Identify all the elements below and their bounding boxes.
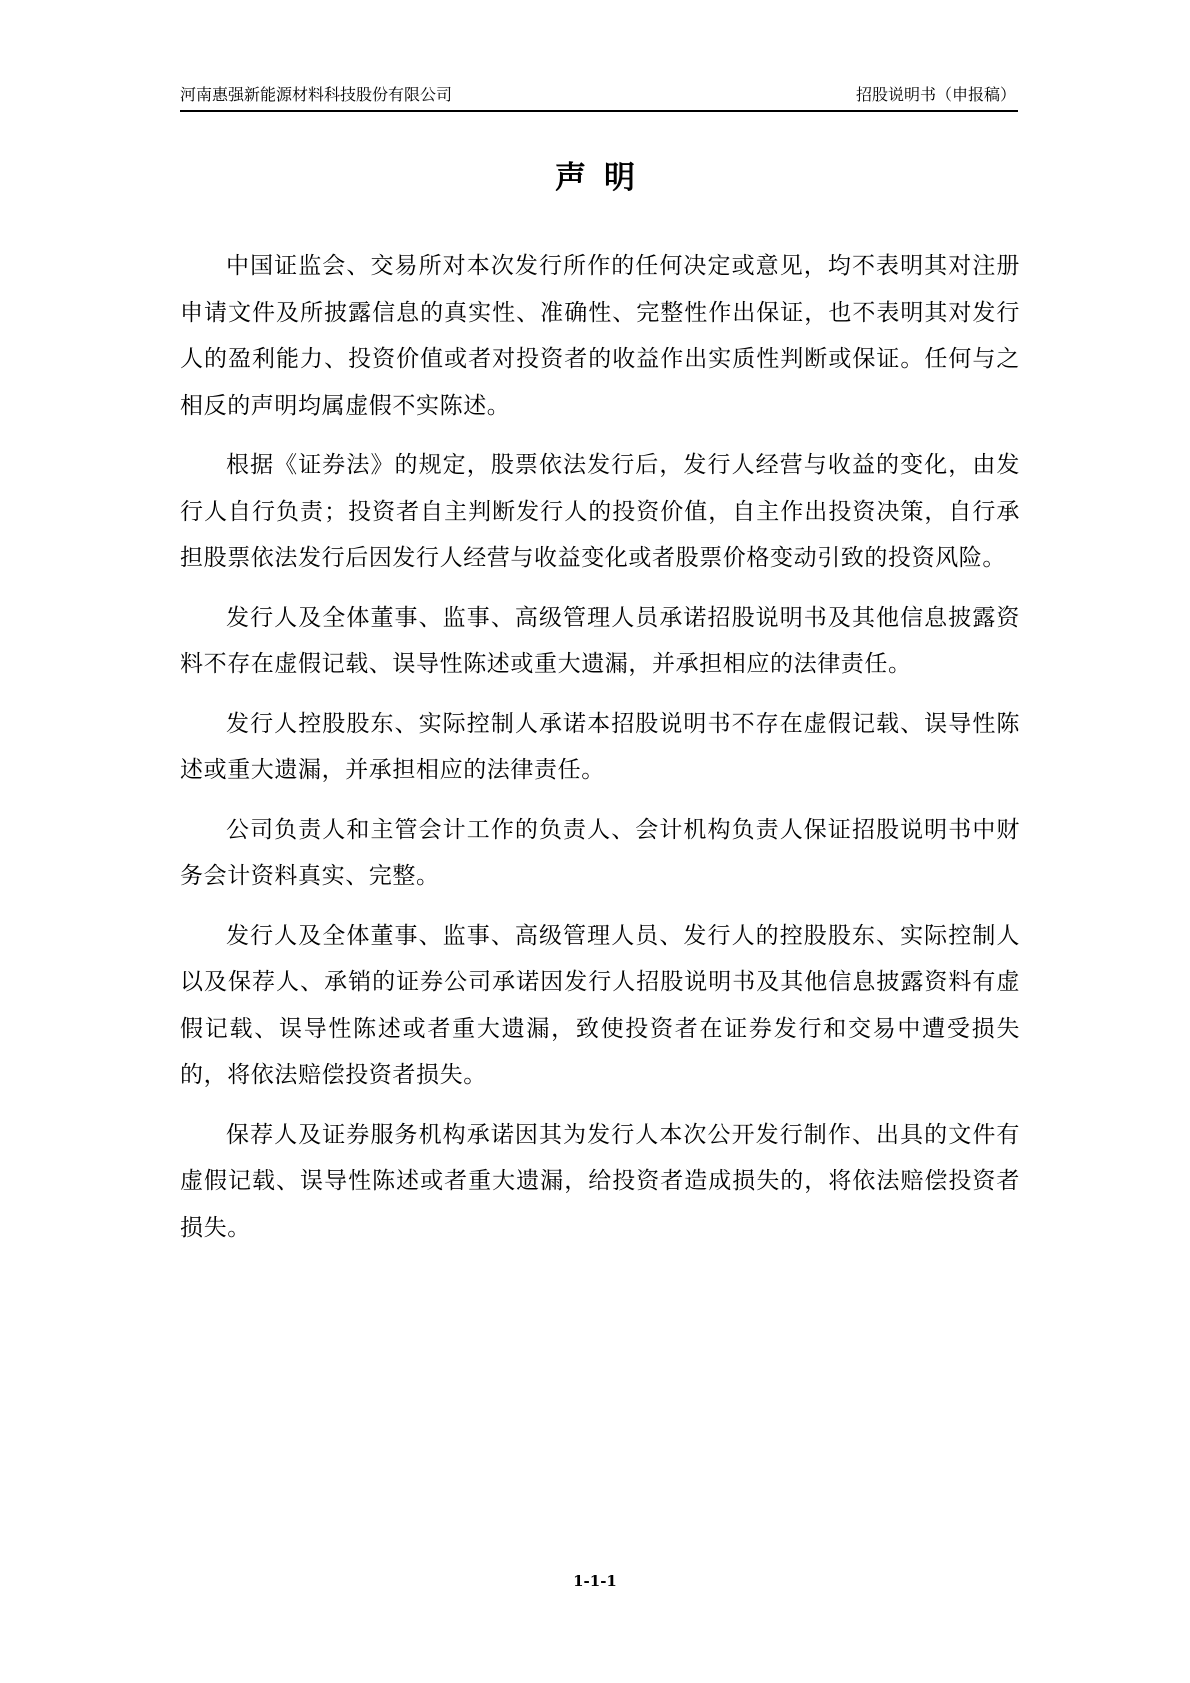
- page-title: 声明: [555, 160, 653, 196]
- page-header: [180, 84, 1018, 112]
- paragraph-6: 发行人及全体董事、监事、高级管理人员、发行人的控股股东、实际控制人以及保荐人、承销的证券公司承诺因发行人招股说明书及其他信息披露资料有虚假记载、误导性陈述或者重大遗漏，致使投资者在证券发行和交易中遭受损失的，将依法赔偿投资者损失。: [180, 922, 1020, 1088]
- paragraph-2: 根据《证券法》的规定，股票依法发行后，发行人经营与收益的变化，由发行人自行负责；投资者自主判断发行人的投资价值，自主作出投资决策，自行承担股票依法发行后因发行人经营与收益变化或者股票价格变动引致的投资风险。: [180, 452, 1020, 571]
- paragraph-7: 保荐人及证券服务机构承诺因其为发行人本次公开发行制作、出具的文件有虚假记载、误导性陈述或者重大遗漏，给投资者造成损失的，将依法赔偿投资者损失。: [180, 1121, 1020, 1241]
- page-number: 1-1-1: [573, 1572, 617, 1590]
- paragraph-3: 发行人及全体董事、监事、高级管理人员承诺招股说明书及其他信息披露资料不存在虚假记载、误导性陈述或重大遗漏，并承担相应的法律责任。: [180, 604, 1020, 677]
- header-document-type: 招股说明书（申报稿）: [855, 85, 1016, 104]
- paragraph-1: 中国证监会、交易所对本次发行所作的任何决定或意见，均不表明其对注册申请文件及所披露信息的真实性、准确性、完整性作出保证，也不表明其对发行人的盈利能力、投资价值或者对投资者的收益作出实质性判断或保证。任何与之相反的声明均属虚假不实陈述。: [180, 253, 1020, 419]
- paragraph-4: 发行人控股股东、实际控制人承诺本招股说明书不存在虚假记载、误导性陈述或重大遗漏，并承担相应的法律责任。: [180, 710, 1020, 783]
- paragraph-5: 公司负责人和主管会计工作的负责人、会计机构负责人保证招股说明书中财务会计资料真实、完整。: [180, 816, 1020, 889]
- declaration-body: [180, 243, 1020, 1264]
- header-company-name: 河南惠强新能源材料科技股份有限公司: [180, 85, 453, 104]
